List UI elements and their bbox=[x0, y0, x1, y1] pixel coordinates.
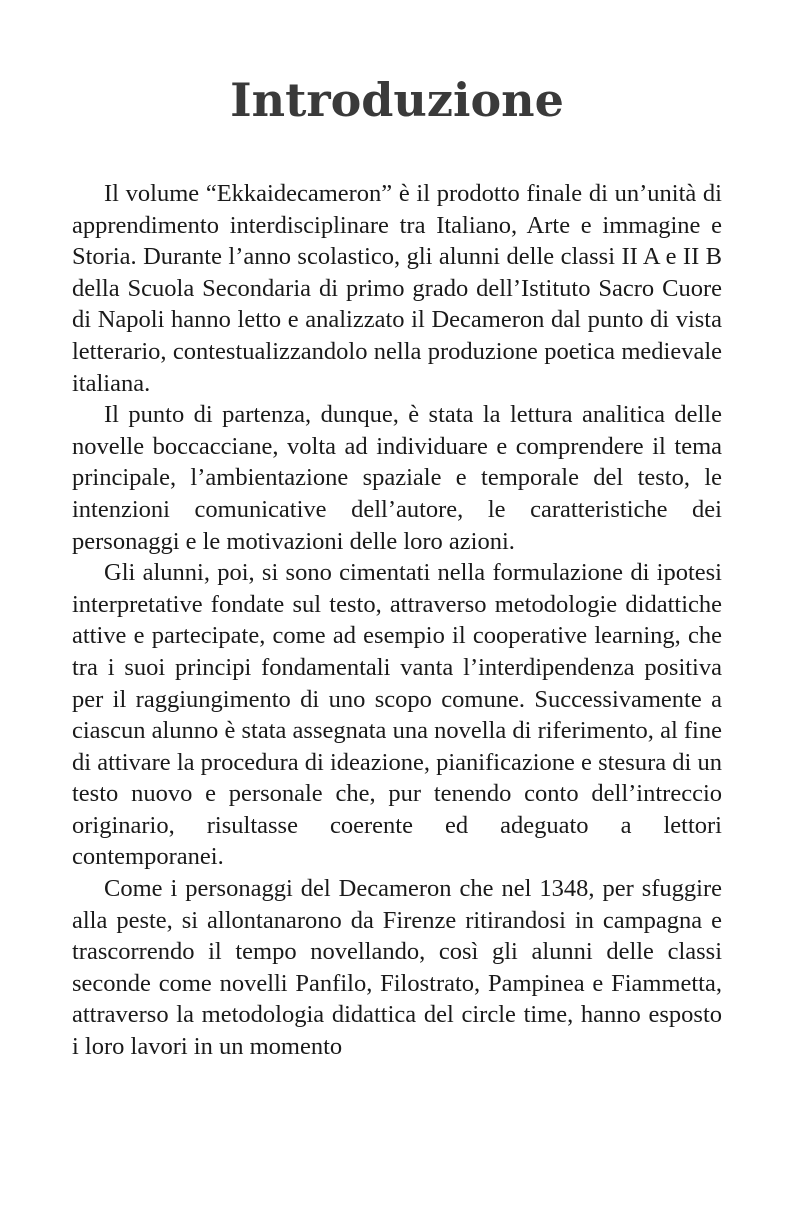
paragraph-3: Gli alunni, poi, si sono cimentati nella formulazione di ipotesi interpretative fondate sul testo, attraverso metodologie didattiche attive e partecipate, come ad esempio il cooperative learning, che tra i suoi principi fondamentali vanta l’interdipendenza positiva per il raggiungimento di uno scopo comune. Successivamente a ciascun alunno è stata assegnata una novella di riferimento, al fine di attivare la procedura di ideazione, pianificazione e stesura di un testo nuovo e personale che, pur tenendo conto dell’intreccio originario, risultasse coerente ed adeguato a lettori contemporanei. bbox=[72, 559, 722, 871]
paragraph-2: Il punto di partenza, dunque, è stata la lettura analitica delle novelle boccacciane, volta ad individuare e comprendere il tema principale, l’ambientazione spaziale e temporale del testo, le intenzioni comunicative dell’autore, le caratteristiche dei personaggi e le motivazioni delle loro azioni. bbox=[72, 401, 722, 555]
page-title: Introduzione bbox=[230, 73, 564, 127]
paragraph-1: Il volume “Ekkaidecameron” è il prodotto finale di un’unità di apprendimento interdisciplinare tra Italiano, Arte e immagine e Storia. Durante l’anno scolastico, gli alunni delle classi II A e II B della Scuola Secondaria di primo grado dell’Istituto Sacro Cuore di Napoli hanno letto e analizzato il Decameron dal punto di vista letterario, contestualizzandolo nella produzione poetica medievale italiana. bbox=[72, 180, 722, 397]
introduction-body bbox=[72, 178, 722, 1063]
paragraph-4: Come i personaggi del Decameron che nel 1348, per sfuggire alla peste, si allontanarono da Firenze ritirandosi in campagna e trascorrendo il tempo novellando, così gli alunni delle classi seconde come novelli Panfilo, Filostrato, Pampinea e Fiammetta, attraverso la metodologia didattica del circle time, hanno esposto i loro lavori in un momento bbox=[72, 875, 722, 1061]
